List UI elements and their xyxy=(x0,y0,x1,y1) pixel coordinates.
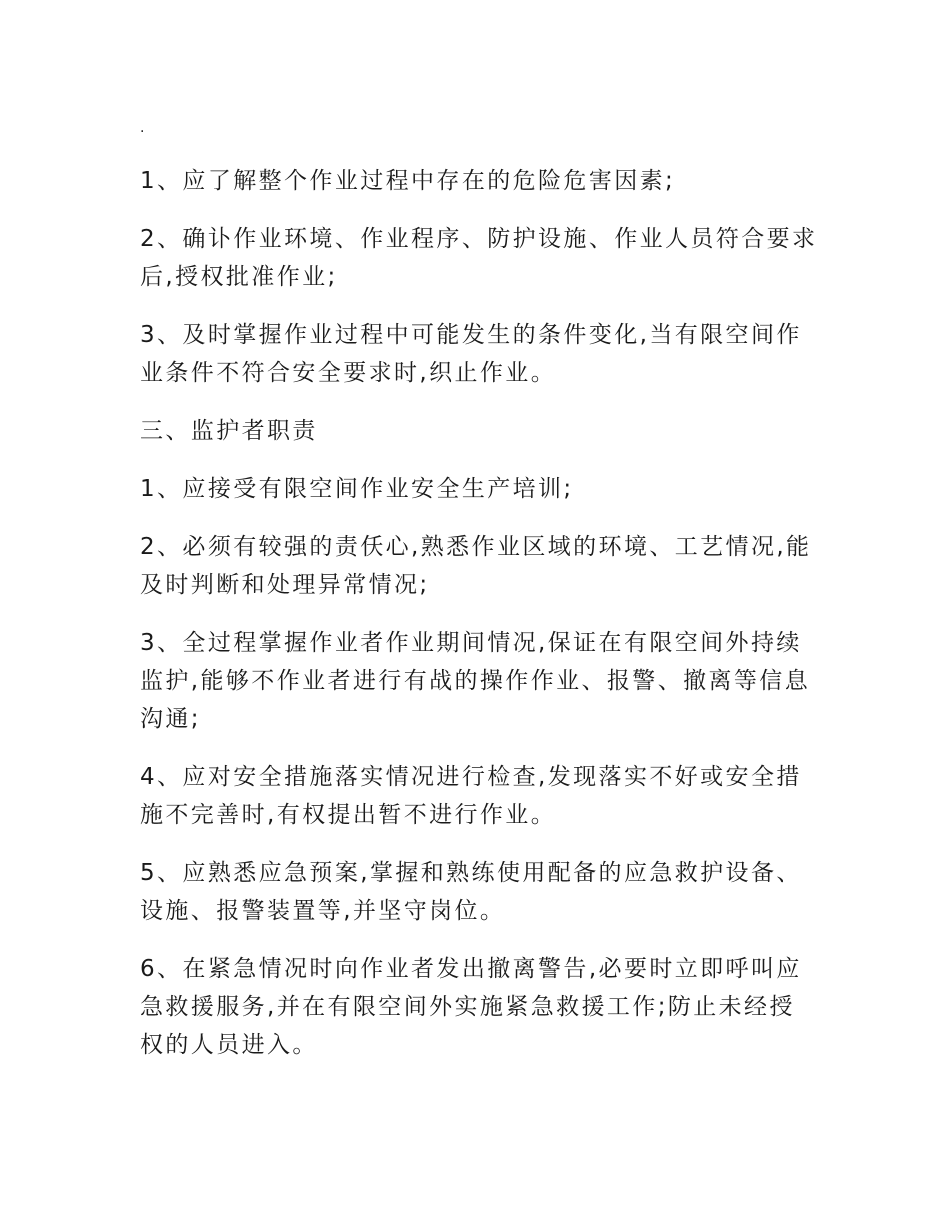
paragraph-approver-item-3: 3、及时掌握作业过程中可能发生的条件变化,当有限空间作业条件不符合安全要求时,织止作业。 xyxy=(140,322,802,386)
section-heading-monitor-duties: 三、监护者职责 xyxy=(140,418,318,444)
paragraph-monitor-item-4: 4、应对安全措施落实情况进行检查,发现落实不好或安全措施不完善时,有权提出暂不进行作业。 xyxy=(140,764,802,828)
paragraph-monitor-item-3: 3、全过程掌握作业者作业期间情况,保证在有限空间外持续监护,能够不作业者进行有战的操作作业、报警、撤离等信息沟通; xyxy=(140,630,811,732)
paragraph-approver-item-2: 2、确讣作业环境、作业程序、防护设施、作业人员符合要求后,授权批准作业; xyxy=(140,226,818,290)
paragraph-monitor-item-5: 5、应熟悉应急预案,掌握和熟练使用配备的应急救护设备、设施、报警装置等,并坚守岗位。 xyxy=(140,860,802,924)
paragraph-monitor-item-6: 6、在紧急情况时向作业者发出撤离警告,必要时立即呼叫应急救援服务,并在有限空间外实施紧急救援工作;防止未经授权的人员进入。 xyxy=(140,956,802,1058)
paragraph-monitor-item-1: 1、应接受有限空间作业安全生产培训; xyxy=(140,476,574,502)
paragraph-monitor-item-2: 2、必须有较强的责仸心,熟悉作业区域的环境、工艺情况,能及时判断和处理异常情况; xyxy=(140,534,812,598)
paragraph-approver-item-1: 1、应了解整个作业过程中存在的危险危害因素; xyxy=(140,168,676,194)
header-mark: . xyxy=(140,120,145,136)
document-body xyxy=(140,162,820,1084)
